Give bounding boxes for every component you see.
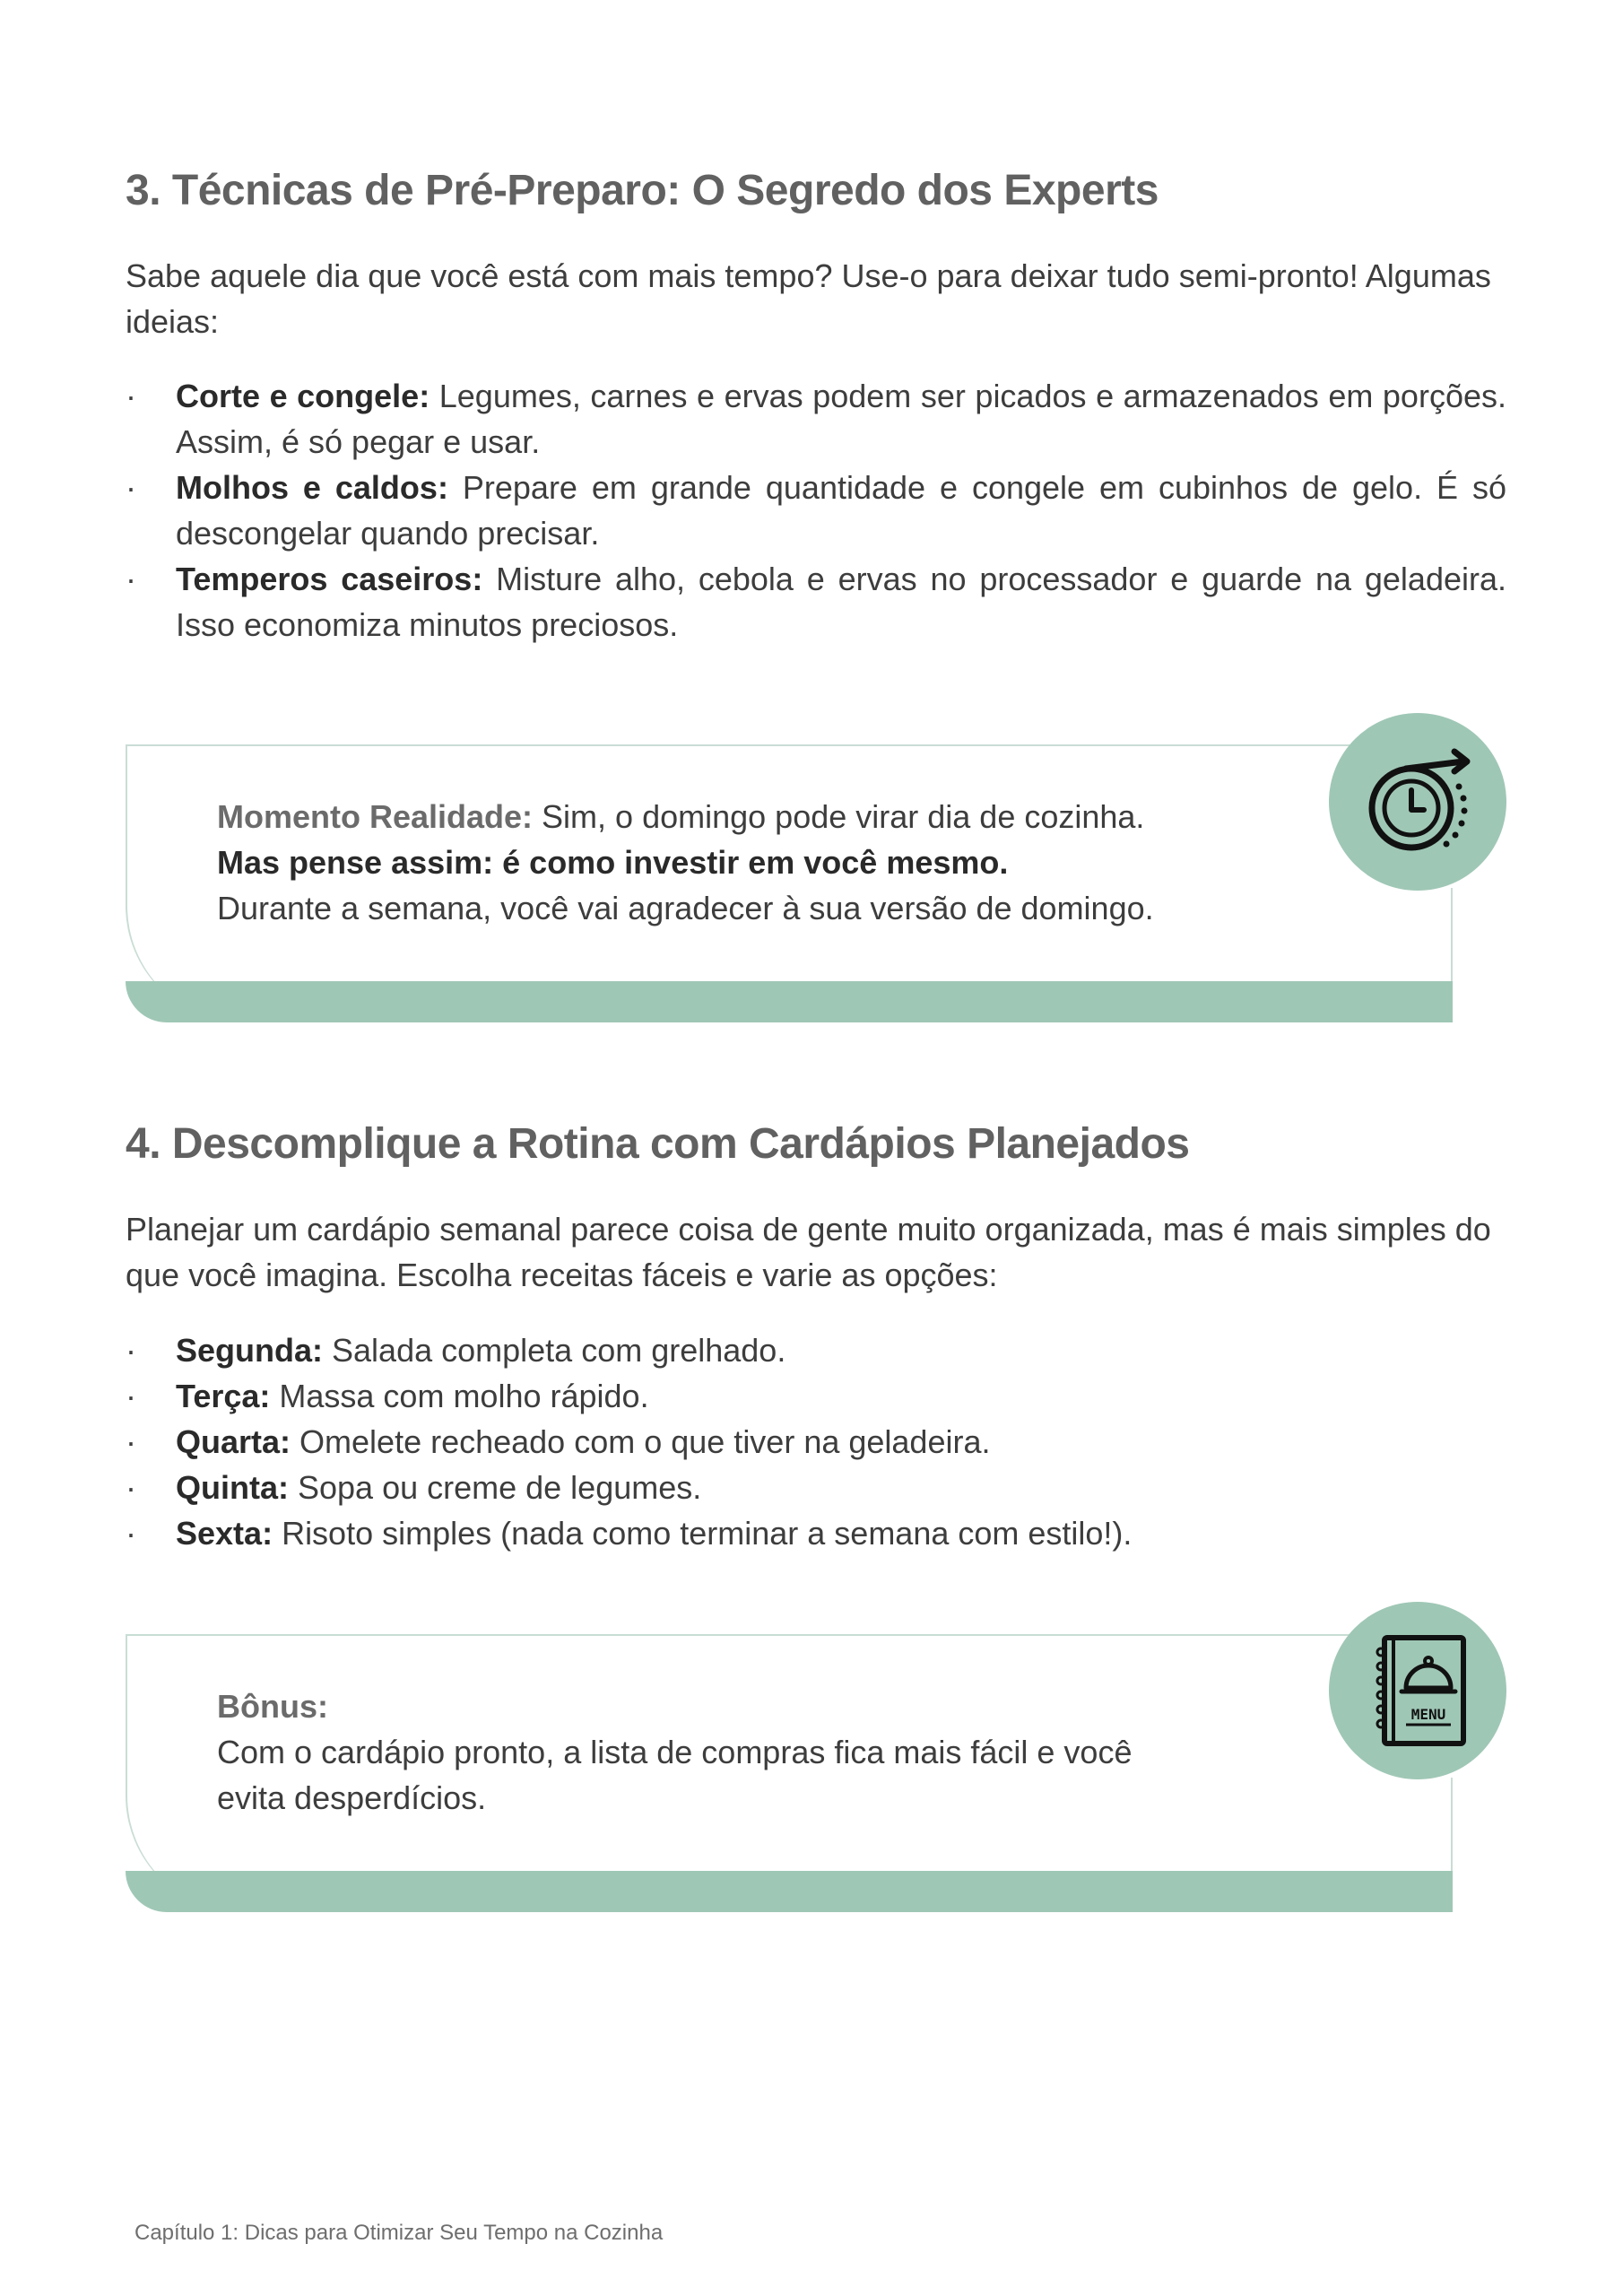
callout-line: Sim, o domingo pode virar dia de cozinha. [533,798,1145,835]
item-term: Quinta: [176,1469,289,1506]
item-term: Terça: [176,1378,271,1414]
section-4-heading: 4. Descomplique a Rotina com Cardápios Planejados [126,1120,1190,1168]
item-term: Temperos caseiros: [176,561,483,597]
list-item: · Molhos e caldos: Prepare em grande quantidade e congele em cubinhos de gelo. É só descongelar quando precisar. [126,469,1506,552]
menu-icon-label: MENU [1410,1706,1446,1723]
section-4-list [126,1327,1506,1556]
list-item: · Temperos caseiros: Misture alho, cebola e ervas no processador e guarde na geladeira. Isso economiza minutos preciosos. [126,561,1507,643]
list-item: · Terça: Massa com molho rápido. [126,1378,649,1414]
section-3-intro: Sabe aquele dia que você está com mais tempo? Use-o para deixar tudo semi-pronto! Algumas ideias: [126,257,1491,340]
callout-label: Momento Realidade: [217,798,534,835]
list-item: · Corte e congele: Legumes, carnes e ervas podem ser picados e armazenados em porções. Assim, é só pegar e usar. [126,378,1506,460]
list-item: · Segunda: Salada completa com grelhado. [126,1332,786,1369]
item-term: Segunda: [176,1332,324,1369]
callout-line: Com o cardápio pronto, a lista de compras fica mais fácil e você [217,1734,1133,1770]
item-term: Quarta: [176,1423,291,1460]
item-term: Corte e congele: [176,378,430,414]
page-footer: Capítulo 1: Dicas para Otimizar Seu Tempo na Cozinha [135,2221,664,2245]
clock-arrow-icon [1329,713,1506,891]
menu-book-icon [1329,1602,1506,1779]
section-4-intro: Planejar um cardápio semanal parece coisa de gente muito organizada, mas é mais simples do que você imagina. Escolha receitas fáceis e varie as opções: [126,1211,1491,1293]
callout-accent-bar [126,981,1453,1022]
item-text: Sopa ou creme de legumes. [288,1469,702,1506]
callout-label: Bônus: [217,1688,328,1725]
item-term: Molhos e caldos: [176,469,448,506]
item-text: Misture alho, cebola e ervas no processador e guarde na geladeira. Isso economiza minutos preciosos. [176,561,1507,643]
item-text: Omelete recheado com o que tiver na geladeira. [291,1423,991,1460]
item-text: Risoto simples (nada como terminar a semana com estilo!). [273,1515,1133,1552]
callout-text [217,1683,1132,1821]
item-text: Prepare em grande quantidade e congele em cubinhos de gelo. É só descongelar quando precisar. [176,469,1506,552]
callout-line: Durante a semana, você vai agradecer à sua versão de domingo. [217,890,1154,926]
item-term: Sexta: [176,1515,273,1552]
item-text: Salada completa com grelhado. [323,1332,786,1369]
callout-line: evita desperdícios. [217,1779,487,1816]
item-text: Massa com molho rápido. [270,1378,649,1414]
bonus-callout [126,1634,1453,1912]
section-3-list [126,373,1506,648]
section-3-heading: 3. Técnicas de Pré-Preparo: O Segredo dos Experts [126,167,1159,214]
callout-text [217,794,1154,931]
list-item: · Sexta: Risoto simples (nada como terminar a semana com estilo!). [126,1515,1133,1552]
callout-emphasis: Mas pense assim: é como investir em você mesmo. [217,844,1009,881]
callout-accent-bar [126,1871,1453,1912]
list-item: · Quarta: Omelete recheado com o que tiver na geladeira. [126,1423,991,1460]
menu-badge [1329,1602,1506,1779]
clock-badge [1329,713,1506,891]
item-text: Legumes, carnes e ervas podem ser picados e armazenados em porções. Assim, é só pegar e usar. [176,378,1506,460]
reality-callout [126,744,1453,1022]
list-item: · Quinta: Sopa ou creme de legumes. [126,1469,702,1506]
